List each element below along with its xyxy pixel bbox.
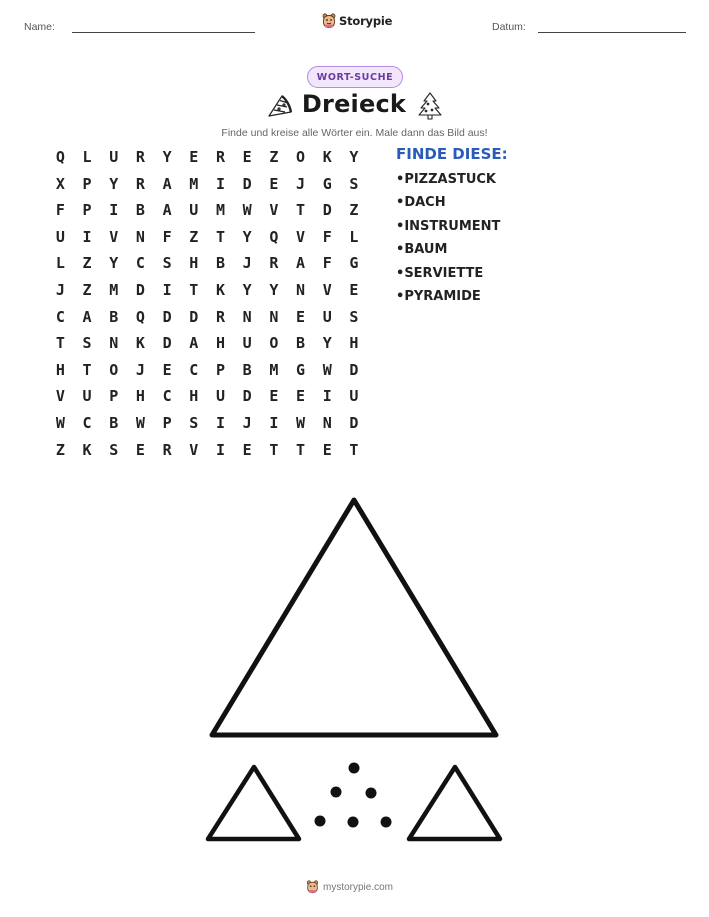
grid-letter[interactable]: G — [349, 254, 359, 273]
word-list-item: • PYRAMIDE — [396, 289, 500, 312]
grid-letter[interactable]: N — [322, 413, 332, 432]
grid-letter[interactable]: Q — [55, 148, 65, 166]
grid-letter[interactable]: W — [135, 413, 145, 432]
grid-letter[interactable]: M — [269, 360, 279, 379]
grid-letter[interactable]: Y — [109, 254, 119, 273]
grid-letter[interactable]: O — [269, 334, 279, 353]
grid-letter[interactable]: Y — [109, 174, 119, 193]
footer — [306, 880, 393, 894]
grid-letter[interactable]: U — [109, 148, 119, 166]
grid-letter[interactable]: D — [135, 280, 145, 299]
grid-letter[interactable]: T — [55, 334, 65, 353]
brand-name: Storypie — [339, 14, 393, 28]
grid-letter[interactable]: R — [269, 254, 279, 273]
grid-letter[interactable]: Z — [269, 148, 279, 166]
word-list-item: • DACH — [396, 195, 500, 218]
grid-letter[interactable]: U — [242, 334, 252, 353]
grid-letter[interactable]: E — [296, 387, 306, 406]
grid-letter[interactable]: F — [322, 227, 332, 246]
grid-letter[interactable]: U — [349, 387, 359, 406]
grid-letter[interactable]: I — [215, 174, 225, 193]
instructions: Finde und kreise alle Wörter ein. Male dann das Bild aus! — [221, 127, 488, 139]
grid-letter[interactable]: E — [135, 440, 145, 459]
grid-letter[interactable]: I — [82, 227, 92, 246]
grid-letter[interactable]: I — [322, 387, 332, 406]
word-list-item: • BAUM — [396, 242, 500, 265]
grid-letter[interactable]: E — [296, 307, 306, 326]
grid-letter[interactable]: K — [322, 148, 332, 166]
grid-letter[interactable]: L — [82, 148, 92, 166]
grid-letter[interactable]: E — [269, 174, 279, 193]
grid-letter[interactable]: M — [109, 280, 119, 299]
grid-letter[interactable]: D — [349, 413, 359, 432]
grid-letter[interactable]: N — [135, 227, 145, 246]
grid-letter[interactable]: D — [189, 307, 199, 326]
tree-icon — [417, 92, 443, 120]
grid-letter[interactable]: F — [162, 227, 172, 246]
grid-letter[interactable]: D — [242, 387, 252, 406]
grid-letter[interactable]: D — [242, 174, 252, 193]
grid-letter[interactable]: Z — [349, 201, 359, 220]
grid-letter[interactable]: H — [135, 387, 145, 406]
date-line[interactable] — [538, 32, 686, 33]
grid-letter[interactable]: D — [162, 334, 172, 353]
word-list-item: • PIZZASTUCK — [396, 172, 500, 195]
grid-letter[interactable]: P — [162, 413, 172, 432]
grid-letter[interactable]: W — [322, 360, 332, 379]
name-line[interactable] — [72, 32, 255, 33]
grid-letter[interactable]: P — [82, 201, 92, 220]
grid-letter[interactable]: F — [55, 201, 65, 220]
grid-letter[interactable]: I — [215, 440, 225, 459]
grid-letter[interactable]: W — [55, 413, 65, 432]
grid-letter[interactable]: R — [215, 148, 225, 166]
grid-letter[interactable]: Z — [82, 280, 92, 299]
grid-letter[interactable]: E — [189, 148, 199, 166]
grid-letter[interactable]: O — [109, 360, 119, 379]
grid-letter[interactable]: H — [55, 360, 65, 379]
grid-letter[interactable]: H — [189, 387, 199, 406]
grid-letter[interactable]: M — [215, 201, 225, 220]
grid-letter[interactable]: S — [109, 440, 119, 459]
grid-letter[interactable]: P — [109, 387, 119, 406]
grid-letter[interactable]: E — [322, 440, 332, 459]
grid-letter[interactable]: S — [162, 254, 172, 273]
grid-letter[interactable]: W — [242, 201, 252, 220]
word-search-badge: WORT-SUCHE — [307, 66, 403, 88]
letter-grid — [47, 148, 367, 467]
grid-letter[interactable]: B — [109, 307, 119, 326]
grid-letter[interactable]: K — [135, 334, 145, 353]
grid-letter[interactable]: N — [109, 334, 119, 353]
grid-letter[interactable]: W — [296, 413, 306, 432]
grid-letter[interactable]: P — [215, 360, 225, 379]
grid-letter[interactable]: G — [322, 174, 332, 193]
grid-letter[interactable]: Y — [322, 334, 332, 353]
grid-letter[interactable]: L — [55, 254, 65, 273]
grid-letter[interactable]: J — [242, 413, 252, 432]
grid-letter[interactable]: S — [349, 174, 359, 193]
grid-letter[interactable]: E — [162, 360, 172, 379]
grid-letter[interactable]: T — [269, 440, 279, 459]
grid-letter[interactable]: R — [162, 440, 172, 459]
grid-letter[interactable]: K — [82, 440, 92, 459]
grid-letter[interactable]: J — [242, 254, 252, 273]
storypie-mascot-icon — [322, 13, 336, 29]
grid-letter[interactable]: Z — [82, 254, 92, 273]
grid-letter[interactable]: Y — [269, 280, 279, 299]
grid-letter[interactable]: I — [162, 280, 172, 299]
grid-letter[interactable]: O — [296, 148, 306, 166]
grid-letter[interactable]: V — [55, 387, 65, 406]
grid-letter[interactable]: U — [215, 387, 225, 406]
grid-letter[interactable]: Q — [269, 227, 279, 246]
grid-letter[interactable]: E — [349, 280, 359, 299]
grid-letter[interactable]: Q — [135, 307, 145, 326]
grid-letter[interactable]: N — [296, 280, 306, 299]
grid-letter[interactable]: E — [269, 387, 279, 406]
grid-letter[interactable]: U — [55, 227, 65, 246]
grid-letter[interactable]: D — [349, 360, 359, 379]
grid-letter[interactable]: A — [189, 334, 199, 353]
grid-letter[interactable]: E — [242, 148, 252, 166]
word-list-item: • INSTRUMENT — [396, 219, 500, 242]
grid-letter[interactable]: C — [82, 413, 92, 432]
grid-letter[interactable]: H — [189, 254, 199, 273]
footer-url[interactable]: mystorypie.com — [323, 881, 394, 893]
grid-letter[interactable]: A — [82, 307, 92, 326]
grid-letter[interactable]: S — [82, 334, 92, 353]
grid-letter[interactable]: Y — [162, 148, 172, 166]
grid-letter[interactable]: K — [215, 280, 225, 299]
grid-letter[interactable]: T — [215, 227, 225, 246]
grid-letter[interactable]: J — [296, 174, 306, 193]
grid-letter[interactable]: R — [135, 174, 145, 193]
date-label: Datum: — [492, 21, 526, 33]
grid-letter[interactable]: P — [82, 174, 92, 193]
grid-letter[interactable]: B — [215, 254, 225, 273]
grid-letter[interactable]: G — [296, 360, 306, 379]
grid-letter[interactable]: D — [162, 307, 172, 326]
grid-letter[interactable]: J — [135, 360, 145, 379]
grid-letter[interactable]: R — [135, 148, 145, 166]
grid-letter[interactable]: F — [322, 254, 332, 273]
grid-letter[interactable]: T — [82, 360, 92, 379]
grid-letter[interactable]: H — [349, 334, 359, 353]
grid-letter[interactable]: N — [269, 307, 279, 326]
grid-letter[interactable]: B — [135, 201, 145, 220]
grid-letter[interactable]: C — [189, 360, 199, 379]
page-title: Dreieck — [301, 90, 407, 118]
grid-letter[interactable]: T — [189, 280, 199, 299]
grid-letter[interactable]: Y — [242, 280, 252, 299]
word-list-title: FINDE DIESE: — [396, 145, 508, 163]
triangle-coloring-picture[interactable] — [203, 490, 507, 850]
grid-letter[interactable]: M — [189, 174, 199, 193]
grid-letter[interactable]: I — [109, 201, 119, 220]
grid-letter[interactable]: C — [135, 254, 145, 273]
grid-letter[interactable]: Z — [55, 440, 65, 459]
grid-letter[interactable]: T — [296, 201, 306, 220]
grid-letter[interactable]: S — [349, 307, 359, 326]
grid-letter[interactable]: E — [242, 440, 252, 459]
grid-letter[interactable]: S — [189, 413, 199, 432]
grid-letter[interactable]: R — [215, 307, 225, 326]
brand-logo — [322, 13, 392, 29]
grid-letter[interactable]: U — [322, 307, 332, 326]
grid-letter[interactable]: A — [162, 174, 172, 193]
grid-letter[interactable]: H — [215, 334, 225, 353]
grid-letter[interactable]: B — [296, 334, 306, 353]
grid-letter[interactable]: X — [55, 174, 65, 193]
name-label: Name: — [24, 21, 55, 33]
grid-letter[interactable]: Y — [349, 148, 359, 166]
grid-letter[interactable]: U — [189, 201, 199, 220]
grid-letter[interactable]: Y — [242, 227, 252, 246]
grid-letter[interactable]: C — [55, 307, 65, 326]
grid-letter[interactable]: L — [349, 227, 359, 246]
grid-letter[interactable]: V — [296, 227, 306, 246]
grid-letter[interactable]: D — [322, 201, 332, 220]
grid-letter[interactable]: I — [269, 413, 279, 432]
grid-letter[interactable]: A — [162, 201, 172, 220]
grid-letter[interactable]: V — [322, 280, 332, 299]
word-list — [396, 172, 500, 312]
grid-letter[interactable]: T — [349, 440, 359, 459]
grid-letter[interactable]: T — [296, 440, 306, 459]
grid-letter[interactable]: V — [269, 201, 279, 220]
grid-letter[interactable]: B — [242, 360, 252, 379]
grid-letter[interactable]: A — [296, 254, 306, 273]
storypie-mascot-icon — [306, 880, 319, 894]
grid-letter[interactable]: J — [55, 280, 65, 299]
grid-letter[interactable]: Z — [189, 227, 199, 246]
grid-letter[interactable]: U — [82, 387, 92, 406]
grid-letter[interactable]: B — [109, 413, 119, 432]
word-list-item: • SERVIETTE — [396, 266, 500, 289]
grid-letter[interactable]: N — [242, 307, 252, 326]
grid-letter[interactable]: C — [162, 387, 172, 406]
grid-letter[interactable]: I — [215, 413, 225, 432]
grid-letter[interactable]: V — [109, 227, 119, 246]
grid-letter[interactable]: V — [189, 440, 199, 459]
